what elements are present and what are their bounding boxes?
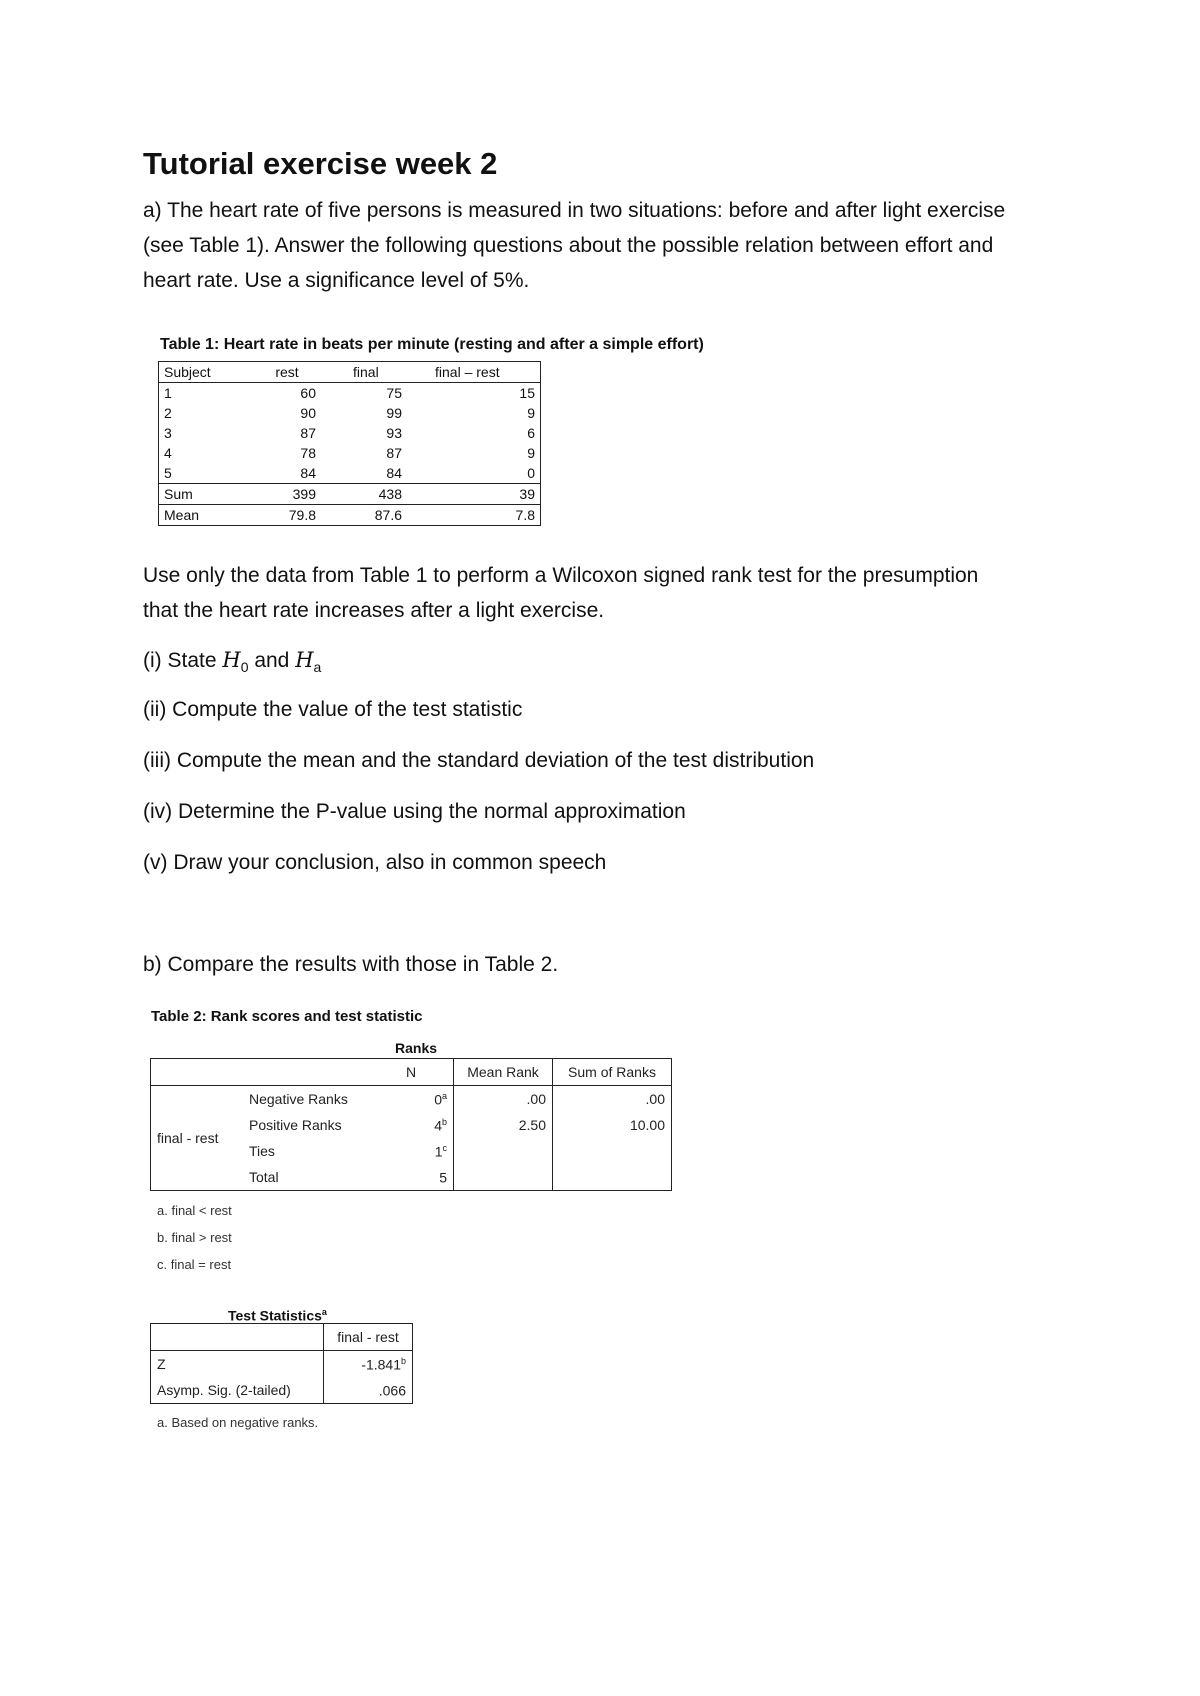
table-row (159, 383, 541, 404)
table-cell: 90 (300, 405, 316, 421)
mean-row (159, 505, 541, 526)
column-header: Mean Rank (454, 1059, 553, 1086)
table2-caption: Table 2: Rank scores and test statistic (151, 1008, 423, 1025)
table-row (159, 423, 541, 443)
table-cell: 84 (386, 465, 402, 481)
table-cell: 2.50 (454, 1112, 553, 1138)
table-cell: Mean (164, 507, 200, 523)
table-cell: .066 (378, 1382, 406, 1399)
table-cell (553, 1164, 672, 1191)
table-cell: 9 (527, 405, 535, 421)
table-cell: 78 (300, 445, 316, 461)
footnote: a. Based on negative ranks. (157, 1415, 319, 1430)
table-header-row (151, 1059, 672, 1086)
column-header: final (321, 362, 407, 383)
table-cell (454, 1164, 553, 1191)
table-cell: 0$^a$ (369, 1086, 454, 1113)
symbol-ha: H (295, 648, 314, 672)
table-cell: 79.8 (288, 507, 316, 523)
table-cell: 93 (386, 425, 402, 441)
table-cell: 6 (527, 425, 535, 441)
ranks-table (150, 1058, 672, 1191)
table-cell (553, 1138, 672, 1164)
table-cell: 399 (253, 484, 321, 505)
table-cell: 99 (386, 405, 402, 421)
test-statistics-title: Test Statistics$^a$ (228, 1307, 327, 1324)
ranks-title: Ranks (395, 1040, 438, 1056)
intro-line: (see Table 1). Answer the following questions about the possible relation between effort and (143, 234, 994, 257)
symbol-h0-subscript: 0 (240, 659, 249, 676)
table-cell: 87 (300, 425, 316, 441)
table1 (158, 361, 541, 526)
table-header-row (159, 362, 541, 383)
question-text: (i) State (143, 649, 223, 672)
instruction-line: that the heart rate increases after a light exercise. (143, 599, 605, 622)
table-cell: 9 (527, 445, 535, 461)
test-statistics-table (150, 1323, 413, 1404)
table-cell: 4 (164, 445, 172, 461)
table-cell: 1 (164, 385, 172, 401)
table-cell: 87 (386, 445, 402, 461)
variable-label: final - rest (151, 1086, 244, 1191)
question-text: and (248, 649, 296, 672)
row-label: Negative Ranks (249, 1091, 348, 1107)
table-cell: 0 (527, 465, 535, 481)
table-cell: .00 (454, 1086, 553, 1113)
table-cell: 84 (300, 465, 316, 481)
column-header: final – rest (407, 362, 541, 383)
table-cell: 7.8 (515, 507, 535, 523)
table-cell: .00 (553, 1086, 672, 1113)
table-cell: 3 (164, 425, 172, 441)
column-header: final - rest (324, 1324, 413, 1351)
table-cell: 1$^c$ (369, 1138, 454, 1164)
table-row (151, 1086, 672, 1113)
table-cell: 4$^b$ (369, 1112, 454, 1138)
table-cell: 39 (407, 484, 541, 505)
page-title: Tutorial exercise week 2 (143, 146, 498, 181)
table-cell: 2 (164, 405, 172, 421)
table-cell: 10.00 (553, 1112, 672, 1138)
table-row (159, 463, 541, 484)
question-iv: (iv) Determine the P-value using the normal approximation (143, 800, 686, 823)
table-cell: 87.6 (374, 507, 402, 523)
column-header: rest (253, 362, 321, 383)
table-cell: -1.841$^b$ (361, 1355, 406, 1373)
table-row (151, 1351, 413, 1378)
table-cell: 438 (321, 484, 407, 505)
table-row (151, 1377, 413, 1404)
symbol-ha-subscript: a (313, 659, 322, 676)
sum-row (159, 484, 541, 505)
intro-paragraph (143, 193, 1083, 298)
column-header: Subject (159, 362, 254, 383)
table-cell: 75 (386, 385, 402, 401)
row-label: Total (243, 1164, 369, 1191)
part-b-text: b) Compare the results with those in Table 2. (143, 953, 559, 976)
intro-line: a) The heart rate of five persons is measured in two situations: before and after light exercise (143, 199, 1006, 222)
row-label: Asymp. Sig. (2-tailed) (151, 1377, 324, 1404)
question-ii: (ii) Compute the value of the test statistic (143, 698, 523, 721)
question-iii: (iii) Compute the mean and the standard deviation of the test distribution (143, 749, 815, 772)
intro-line: heart rate. Use a significance level of 5%. (143, 269, 530, 292)
row-label: Ties (249, 1143, 275, 1159)
footnote: a. final < rest (157, 1203, 232, 1218)
column-header: Sum of Ranks (553, 1059, 672, 1086)
footnote: c. final = rest (157, 1257, 232, 1272)
row-label: Z (151, 1351, 324, 1378)
table-row (159, 403, 541, 423)
table-cell: 15 (519, 385, 535, 401)
footnote: b. final > rest (157, 1230, 232, 1245)
table-cell: 60 (300, 385, 316, 401)
instruction-line: Use only the data from Table 1 to perform a Wilcoxon signed rank test for the presumption (143, 564, 979, 587)
table-cell: 5 (369, 1164, 454, 1191)
table-cell (454, 1138, 553, 1164)
table-cell: 5 (164, 465, 172, 481)
symbol-h0: H (222, 648, 241, 672)
table1-caption: Table 1: Heart rate in beats per minute (resting and after a simple effort) (160, 336, 704, 353)
table-row (159, 443, 541, 463)
question-i (143, 648, 321, 675)
table-header-row (151, 1324, 413, 1351)
row-label: Positive Ranks (249, 1117, 342, 1133)
table-cell: Sum (159, 484, 254, 505)
instruction-paragraph (143, 558, 1083, 628)
question-v: (v) Draw your conclusion, also in common speech (143, 851, 607, 874)
column-header: N (369, 1059, 454, 1086)
